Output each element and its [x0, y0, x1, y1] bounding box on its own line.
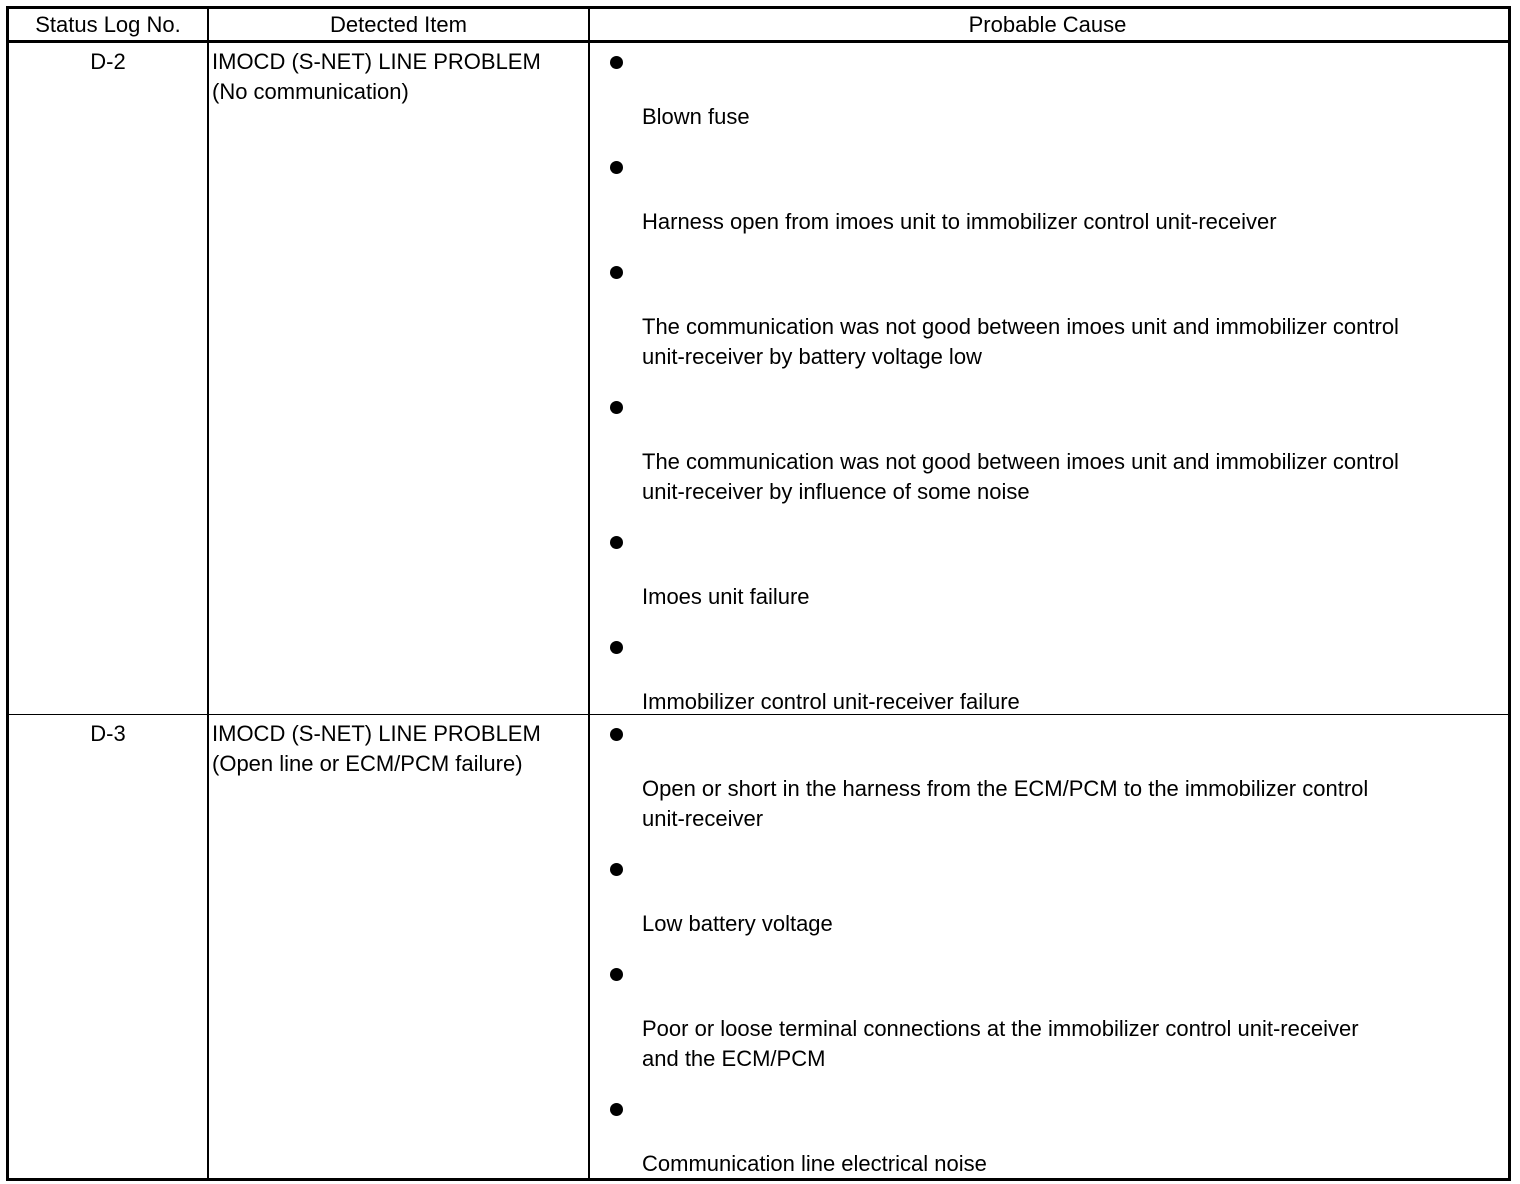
cause-text: Open or short in the harness from the ECM/PCM to the immobilizer control [642, 776, 1369, 801]
cause-text: unit-receiver by influence of some noise [642, 479, 1030, 504]
bullet-icon [610, 728, 623, 741]
header-divider [6, 40, 1508, 43]
bullet-icon [610, 1103, 623, 1116]
bullet-icon [610, 266, 623, 279]
cause-text: Imoes unit failure [642, 584, 810, 609]
status-log-no: D-2 [90, 49, 126, 74]
cause-text: Immobilizer control unit-receiver failure [642, 689, 1020, 714]
cause-text: Harness open from imoes unit to immobilizer control unit-receiver [642, 209, 1277, 234]
cause-text: Poor or loose terminal connections at the immobilizer control unit-receiver [642, 1016, 1359, 1041]
bullet-icon [610, 401, 623, 414]
bullet-icon [610, 161, 623, 174]
cause-text: unit-receiver [642, 806, 764, 831]
cause-text: The communication was not good between imoes unit and immobilizer control [642, 314, 1399, 339]
detected-item-line: IMOCD (S-NET) LINE PROBLEM [212, 49, 541, 74]
detected-item-line: (No communication) [212, 79, 409, 104]
cause-text: The communication was not good between imoes unit and immobilizer control [642, 449, 1399, 474]
bullet-icon [610, 968, 623, 981]
bullet-icon [610, 863, 623, 876]
cause-text: Communication line electrical noise [642, 1151, 987, 1176]
column-divider-2 [588, 6, 590, 1178]
cause-text: Low battery voltage [642, 911, 833, 936]
cause-text: and the ECM/PCM [642, 1046, 826, 1071]
header-detected-item: Detected Item [330, 12, 467, 37]
status-log-no: D-3 [90, 721, 126, 746]
cause-text: unit-receiver by battery voltage low [642, 344, 982, 369]
detected-item-line: IMOCD (S-NET) LINE PROBLEM [212, 721, 541, 746]
header-probable-cause: Probable Cause [968, 12, 1127, 37]
bullet-icon [610, 56, 623, 69]
detected-item-line: (Open line or ECM/PCM failure) [212, 751, 523, 776]
bullet-icon [610, 536, 623, 549]
cause-text: Blown fuse [642, 104, 750, 129]
bullet-icon [610, 641, 623, 654]
column-divider-1 [207, 6, 209, 1178]
header-status-log-no: Status Log No. [35, 12, 181, 37]
